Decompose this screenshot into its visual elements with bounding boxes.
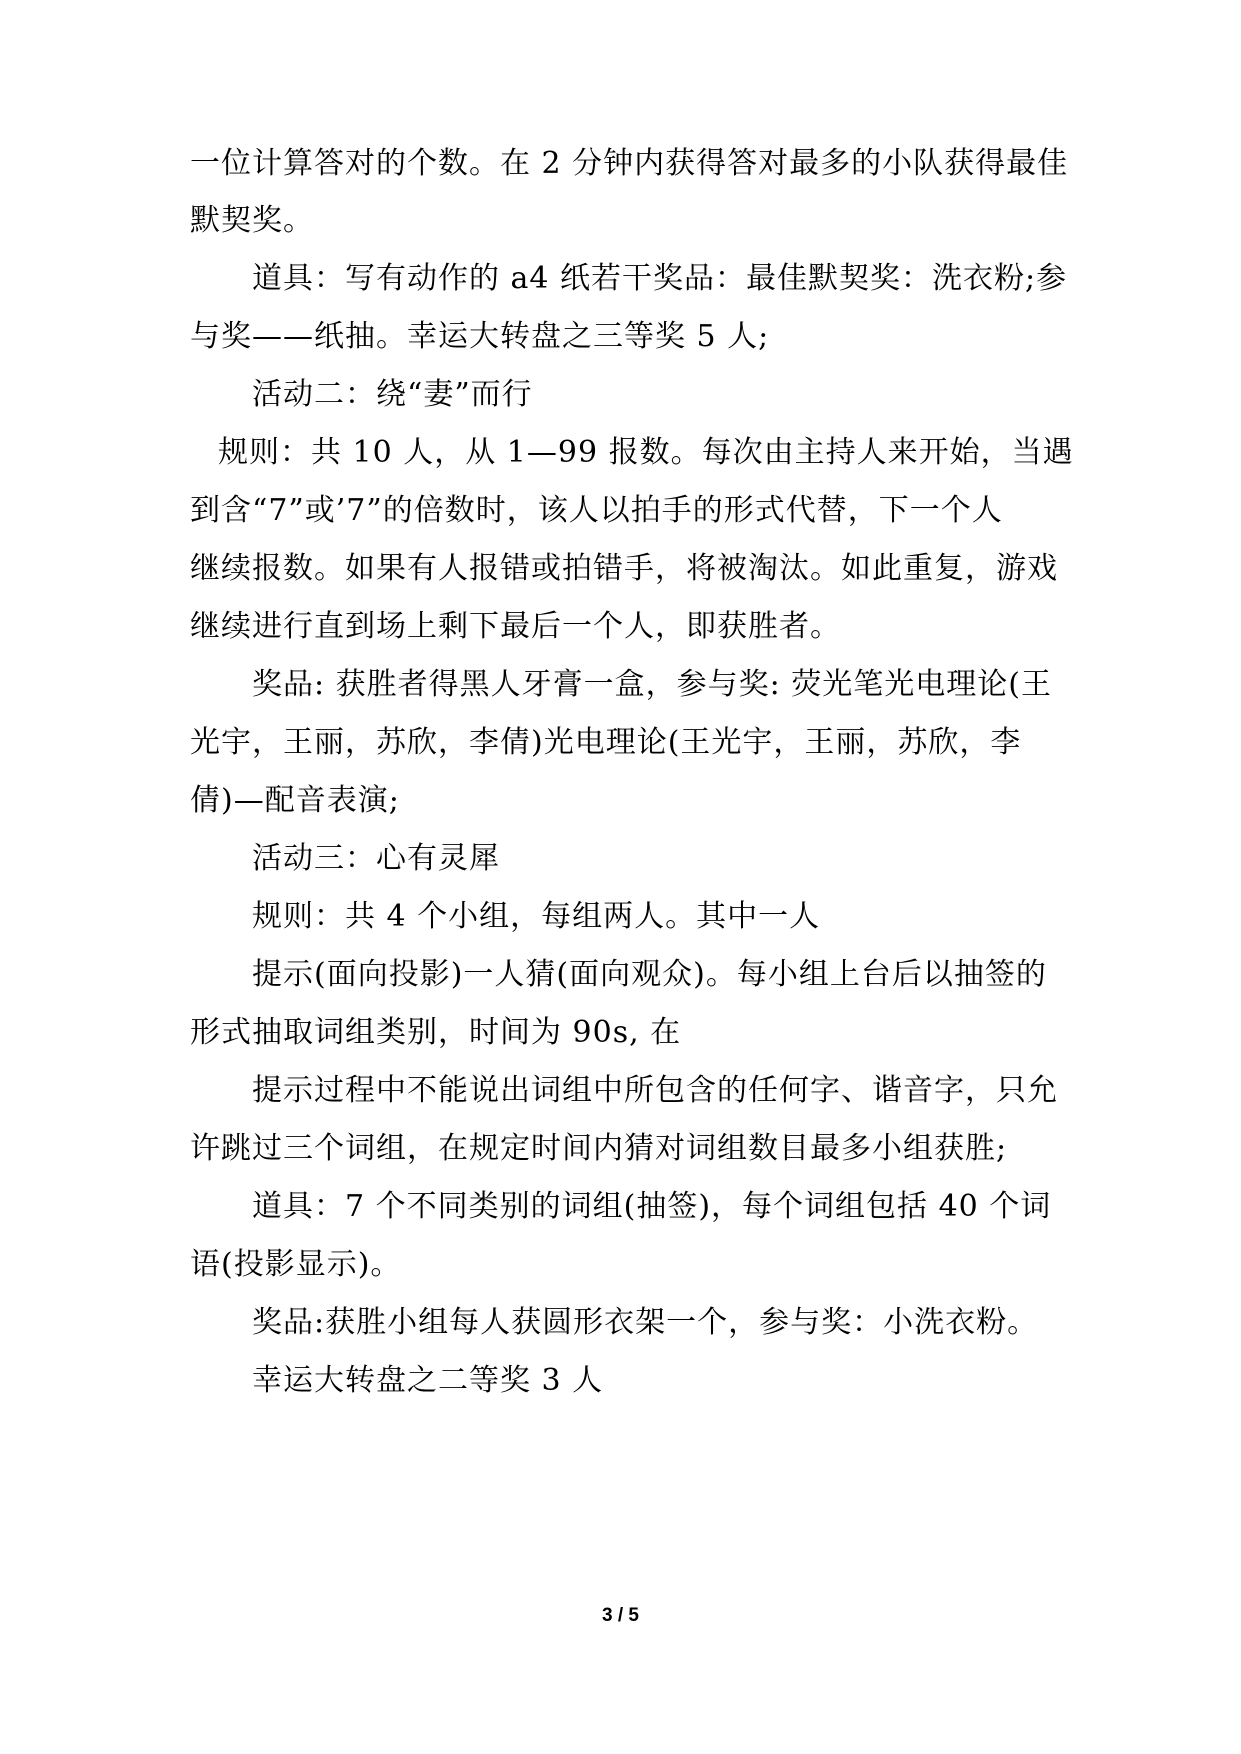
text-line: 道具：写有动作的 a4 纸若干奖品：最佳默契奖：洗衣粉;参 xyxy=(252,261,1068,296)
text-line: 奖品:获胜小组每人获圆形衣架一个，参与奖：小洗衣粉。 xyxy=(252,1305,1039,1340)
page-number: 3 / 5 xyxy=(602,1605,639,1626)
text-line: 道具：7 个不同类别的词组(抽签)，每个词组包括 40 个词 xyxy=(252,1189,1052,1224)
text-line: 光宇，王丽，苏欣，李倩)光电理论(王光宇，王丽，苏欣，李 xyxy=(190,725,1022,760)
section-heading: 活动二：绕“妻”而行 xyxy=(252,377,533,412)
text-line: 许跳过三个词组，在规定时间内猜对词组数目最多小组获胜; xyxy=(190,1131,1008,1166)
text-line: 幸运大转盘之二等奖 3 人 xyxy=(252,1363,604,1398)
text-line: 一位计算答对的个数。在 2 分钟内获得答对最多的小队获得最佳 xyxy=(190,146,1069,181)
text-line: 规则：共 4 个小组，每组两人。其中一人 xyxy=(252,899,821,934)
text-line: 与奖——纸抽。幸运大转盘之三等奖 5 人; xyxy=(190,319,770,354)
text-line: 倩)—配音表演; xyxy=(190,783,400,818)
text-line: 规则：共 10 人，从 1—99 报数。每次由主持人来开始，当遇 xyxy=(218,435,1074,470)
text-line: 默契奖。 xyxy=(190,203,314,238)
text-line: 提示过程中不能说出词组中所包含的任何字、谐音字，只允 xyxy=(252,1073,1058,1108)
text-line: 形式抽取词组类别，时间为 90s, 在 xyxy=(190,1015,682,1050)
text-line: 继续报数。如果有人报错或拍错手，将被淘汰。如此重复，游戏 xyxy=(190,551,1058,586)
text-line: 奖品: 获胜者得黑人牙膏一盒，参与奖: 荧光笔光电理论(王 xyxy=(252,667,1052,702)
text-line: 到含“7”或’7”的倍数时，该人以拍手的形式代替，下一个人 xyxy=(190,493,1003,528)
section-heading: 活动三：心有灵犀 xyxy=(252,841,500,876)
text-line: 继续进行直到场上剩下最后一个人，即获胜者。 xyxy=(190,609,841,644)
text-line: 语(投影显示)。 xyxy=(190,1247,402,1282)
text-line: 提示(面向投影)一人猜(面向观众)。每小组上台后以抽签的 xyxy=(252,957,1047,992)
